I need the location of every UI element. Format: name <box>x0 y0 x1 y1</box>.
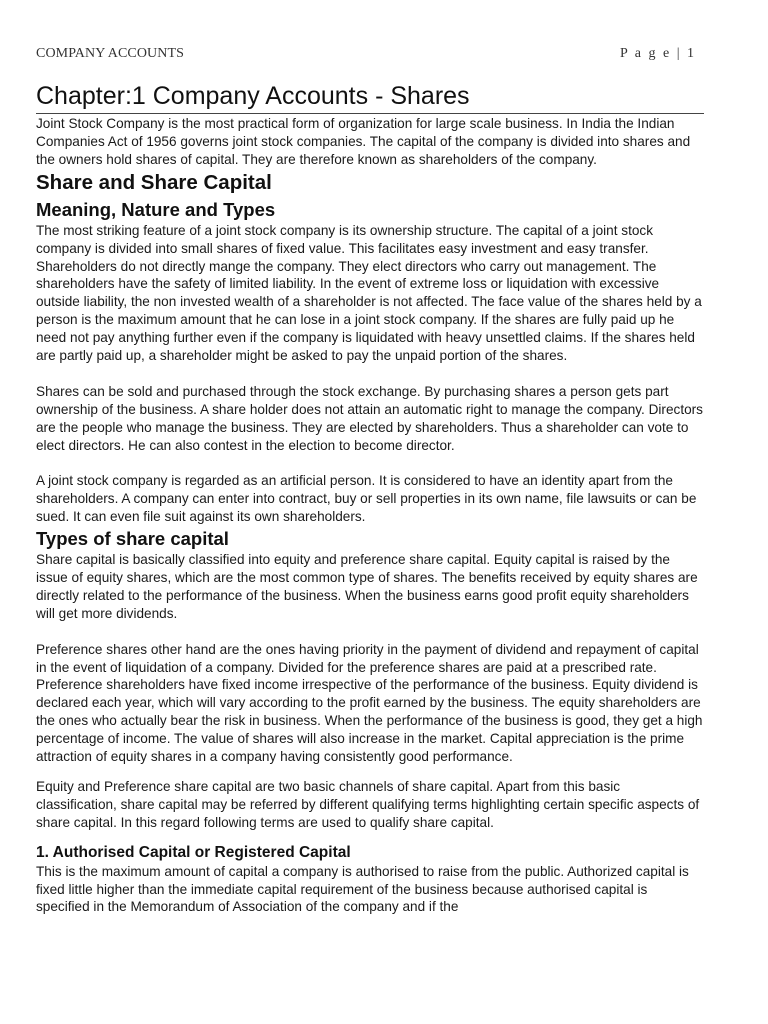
chapter-title: Chapter:1 Company Accounts - Shares <box>36 80 704 114</box>
paragraph: Share capital is basically classified into equity and preference share capital. Equity capital is raised by the issue of equity shares, which are the most common type of shares. The benefits received by equity shares are directly related to the performance of the business. When the business earns good profit equity shareholders will get more dividends. <box>36 552 698 621</box>
section-heading-authorised-capital: 1. Authorised Capital or Registered Capital <box>36 843 351 861</box>
intro-paragraph: Joint Stock Company is the most practical form of organization for large scale business. In India the Indian Companies Act of 1956 governs joint stock companies. The capital of the company is divided into shares and the owners hold shares of capital. They are therefore known as shareholders of the company. <box>36 116 691 167</box>
paragraph: This is the maximum amount of capital a company is authorised to raise from the public. Authorized capital is fixed little higher than the immediate capital requirement of the business because authorised capital is specified in the Memorandum of Association of the company and if the <box>36 863 689 915</box>
paragraph-spacer <box>36 454 704 472</box>
paragraph-spacer <box>36 623 704 641</box>
paragraph: Preference shares other hand are the ones having priority in the payment of dividend and repayment of capital in the event of liquidation of a company. Divided for the preference shares are paid at a prescribed rate. Preference shareholders have fixed income irrespective of the performance of the business. Equity dividend is declared each year, which will vary according to the profit earned by the business. The equity shareholders are the ones who actually bear the risk in business. When the performance of the business is good, they get a high percentage of income. The value of shares will also increase in the market. Capital appreciation is the prime attraction of equity shares in a company having consistently good performance. <box>36 641 703 765</box>
header-document-name: COMPANY ACCOUNTS <box>36 46 184 61</box>
document-body <box>36 115 704 916</box>
paragraph: A joint stock company is regarded as an artificial person. It is considered to have an identity apart from the shareholders. A company can enter into contract, buy or sell properties in its own name, file lawsuits or can be sued. It can even file suit against its own shareholders. <box>36 473 697 525</box>
page-header <box>36 46 696 64</box>
paragraph: Equity and Preference share capital are two basic channels of share capital. Apart from this basic classification, share capital may be referred by different qualifying terms highlighting certain specific aspects of share capital. In this regard following terms are used to qualify share capital. <box>36 778 700 830</box>
paragraph-spacer <box>36 766 704 778</box>
section-heading-types-of-share-capital: Types of share capital <box>36 528 229 550</box>
subheading-meaning-nature-types: Meaning, Nature and Types <box>36 198 276 220</box>
paragraph: Shares can be sold and purchased through the stock exchange. By purchasing shares a person gets part ownership of the business. A share holder does not attain an automatic right to manage the company. Directors are the people who manage the business. They are elected by shareholders. Thus a shareholder can vote to elect directors. He can also contest in the election to become director. <box>36 383 703 453</box>
paragraph: The most striking feature of a joint stock company is its ownership structure. The capital of a joint stock company is divided into small shares of fixed value. This facilitates easy investment and easy transfer. Shareholders do not directly mange the company. They elect directors who carry out management. The shareholders have the safety of limited liability. In the event of extreme loss or liquidation with excessive outside liability, the non invested wealth of a shareholder is not affected. The face value of the shares held by a person is the maximum amount that he can lose in a joint stock company. If the shares are fully paid up he need not pay anything further even if the company is liquidated with heavy unsettled claims. If the shares held are partly paid up, a shareholder might be asked to pay the unpaid portion of the shares. <box>36 222 702 364</box>
paragraph-spacer <box>36 365 704 383</box>
paragraph-spacer <box>36 832 704 842</box>
header-page-number: P a g e | 1 <box>620 46 696 61</box>
section-heading-share-capital: Share and Share Capital <box>36 170 272 194</box>
